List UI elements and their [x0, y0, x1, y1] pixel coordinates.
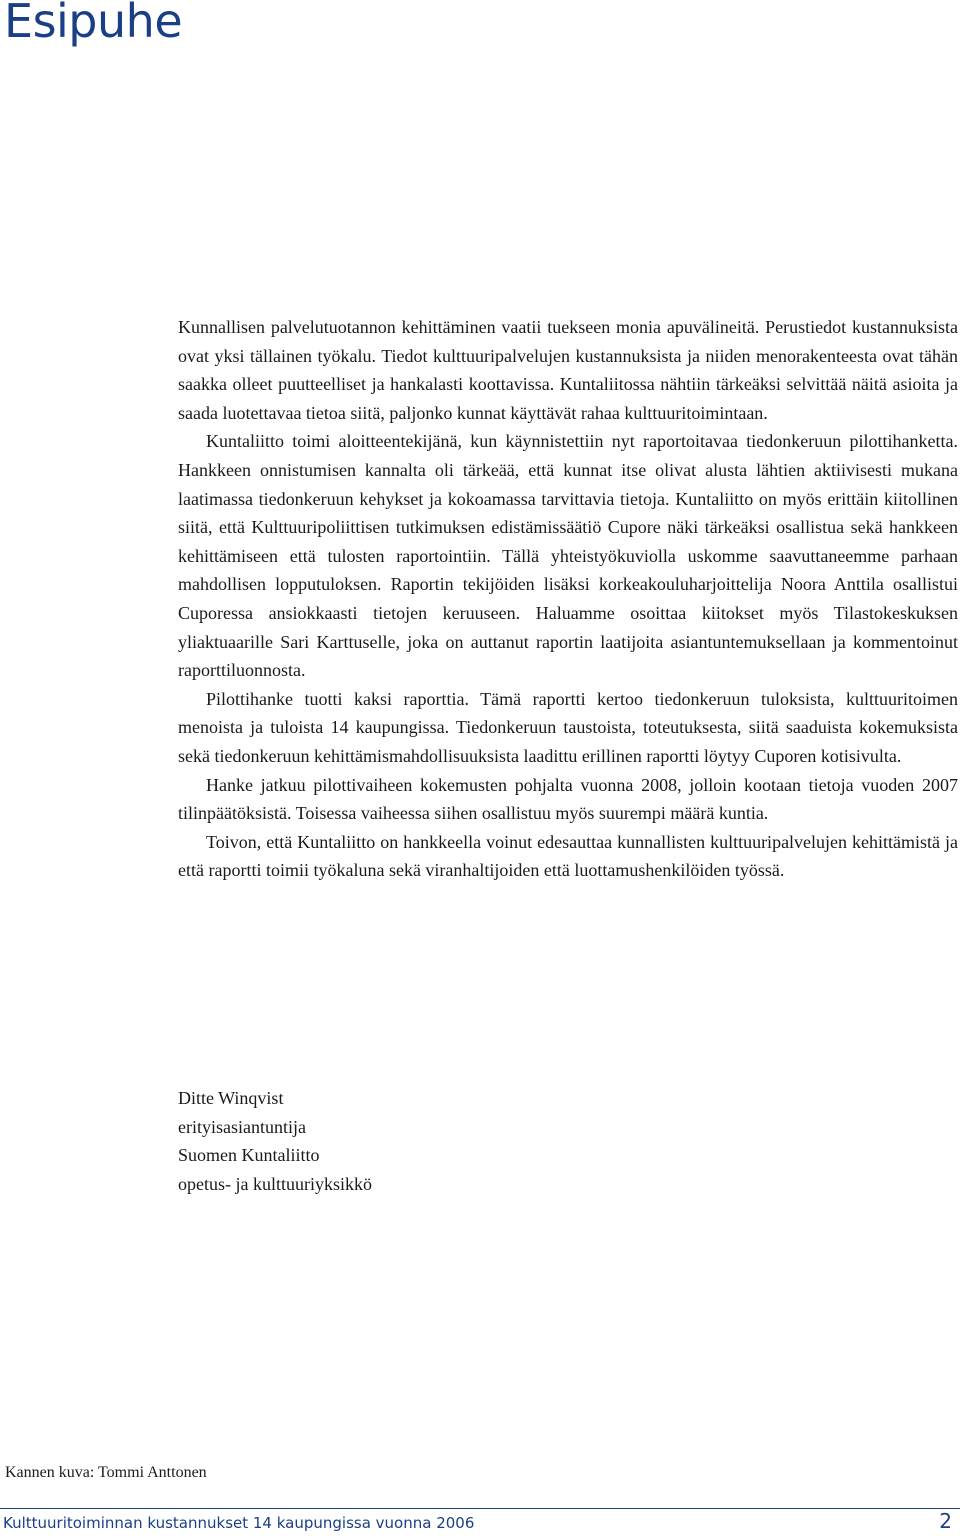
page-title: Esipuhe: [4, 0, 183, 48]
cover-credit: Kannen kuva: Tommi Anttonen: [5, 1464, 207, 1481]
signature-block: [178, 1084, 372, 1198]
page-number: 2: [939, 1509, 952, 1533]
paragraph-pilot: Kuntaliitto toimi aloitteentekijänä, kun käynnistettiin nyt raportoitavaa tiedonkeruun pilottihanketta. Hankkeen onnistumisen kannalta oli tärkeää, että kunnat itse olivat alusta lähtien aktiivisesti mukana laatimassa tiedonkeruun kehykset ja kokoamassa tarvittavia tietoja. Kuntaliitto on myös erittäin kiitollinen siitä, että Kulttuuripoliittisen tutkimuksen edistämissäätiö Cupore näki tärkeäksi osallistua sekä hankkeen kehittämiseen että tulosten raportointiin. Tällä yhteistyökuviolla uskomme saavuttaneemme parhaan mahdollisen lopputuloksen. Raportin tekijöiden lisäksi korkeakouluharjoittelija Noora Anttila osallistui Cuporessa ansiokkaasti tietojen keruuseen. Haluamme osoittaa kiitokset myös Tilastokeskuksen yliaktuaarille Sari Karttuselle, joka on auttanut raportin laatijoita asiantuntemuksellaan ja kommentoinut raporttiluonnosta.: [178, 431, 958, 681]
paragraph-reports: Pilottihanke tuotti kaksi raporttia. Tämä raportti kertoo tiedonkeruun tuloksista, kulttuuritoimen menoista ja tuloista 14 kaupungissa. Tiedonkeruun taustoista, toteutuksesta, siitä saaduista kokemuksista sekä tiedonkeruun kehittämismahdollisuuksista laadittu erillinen raportti löytyy Cuporen kotisivulta.: [178, 688, 958, 766]
preface-body: [178, 313, 958, 885]
paragraph-continuation: Hanke jatkuu pilottivaiheen kokemusten pohjalta vuonna 2008, jolloin kootaan tietoja vuoden 2007 tilinpäätöksistä. Toisessa vaiheessa siihen osallistuu myös suurempi määrä kuntia.: [178, 774, 958, 824]
paragraph-closing: Toivon, että Kuntaliitto on hankkeella voinut edesauttaa kunnallisten kulttuuripalvelujen kehittämistä ja että raportti toimii työkaluna sekä viranhaltijoiden että luottamushenkilöiden työssä.: [178, 831, 958, 881]
signature-unit: opetus- ja kulttuuriyksikkö: [178, 1173, 372, 1194]
signature-organization: Suomen Kuntaliitto: [178, 1145, 320, 1166]
footer-divider: [0, 1508, 960, 1509]
signature-role: erityisasiantuntija: [178, 1116, 306, 1137]
signature-name: Ditte Winqvist: [178, 1088, 284, 1108]
paragraph-intro: Kunnallisen palvelutuotannon kehittäminen vaatii tuekseen monia apuvälineitä. Perustiedot kustannuksista ovat yksi tällainen työkalu. Tiedot kulttuuripalvelujen kustannuksista ja niiden menorakenteesta ovat tähän saakka olleet puutteelliset ja hankalasti koottavissa. Kuntaliitossa nähtiin tärkeäksi selvittää näitä asioita ja saada luotettavaa tietoa siitä, paljonko kunnat käyttävät rahaa kulttuuritoimintaan.: [178, 317, 958, 423]
footer-publication-title: Kulttuuritoiminnan kustannukset 14 kaupungissa vuonna 2006: [3, 1514, 475, 1532]
